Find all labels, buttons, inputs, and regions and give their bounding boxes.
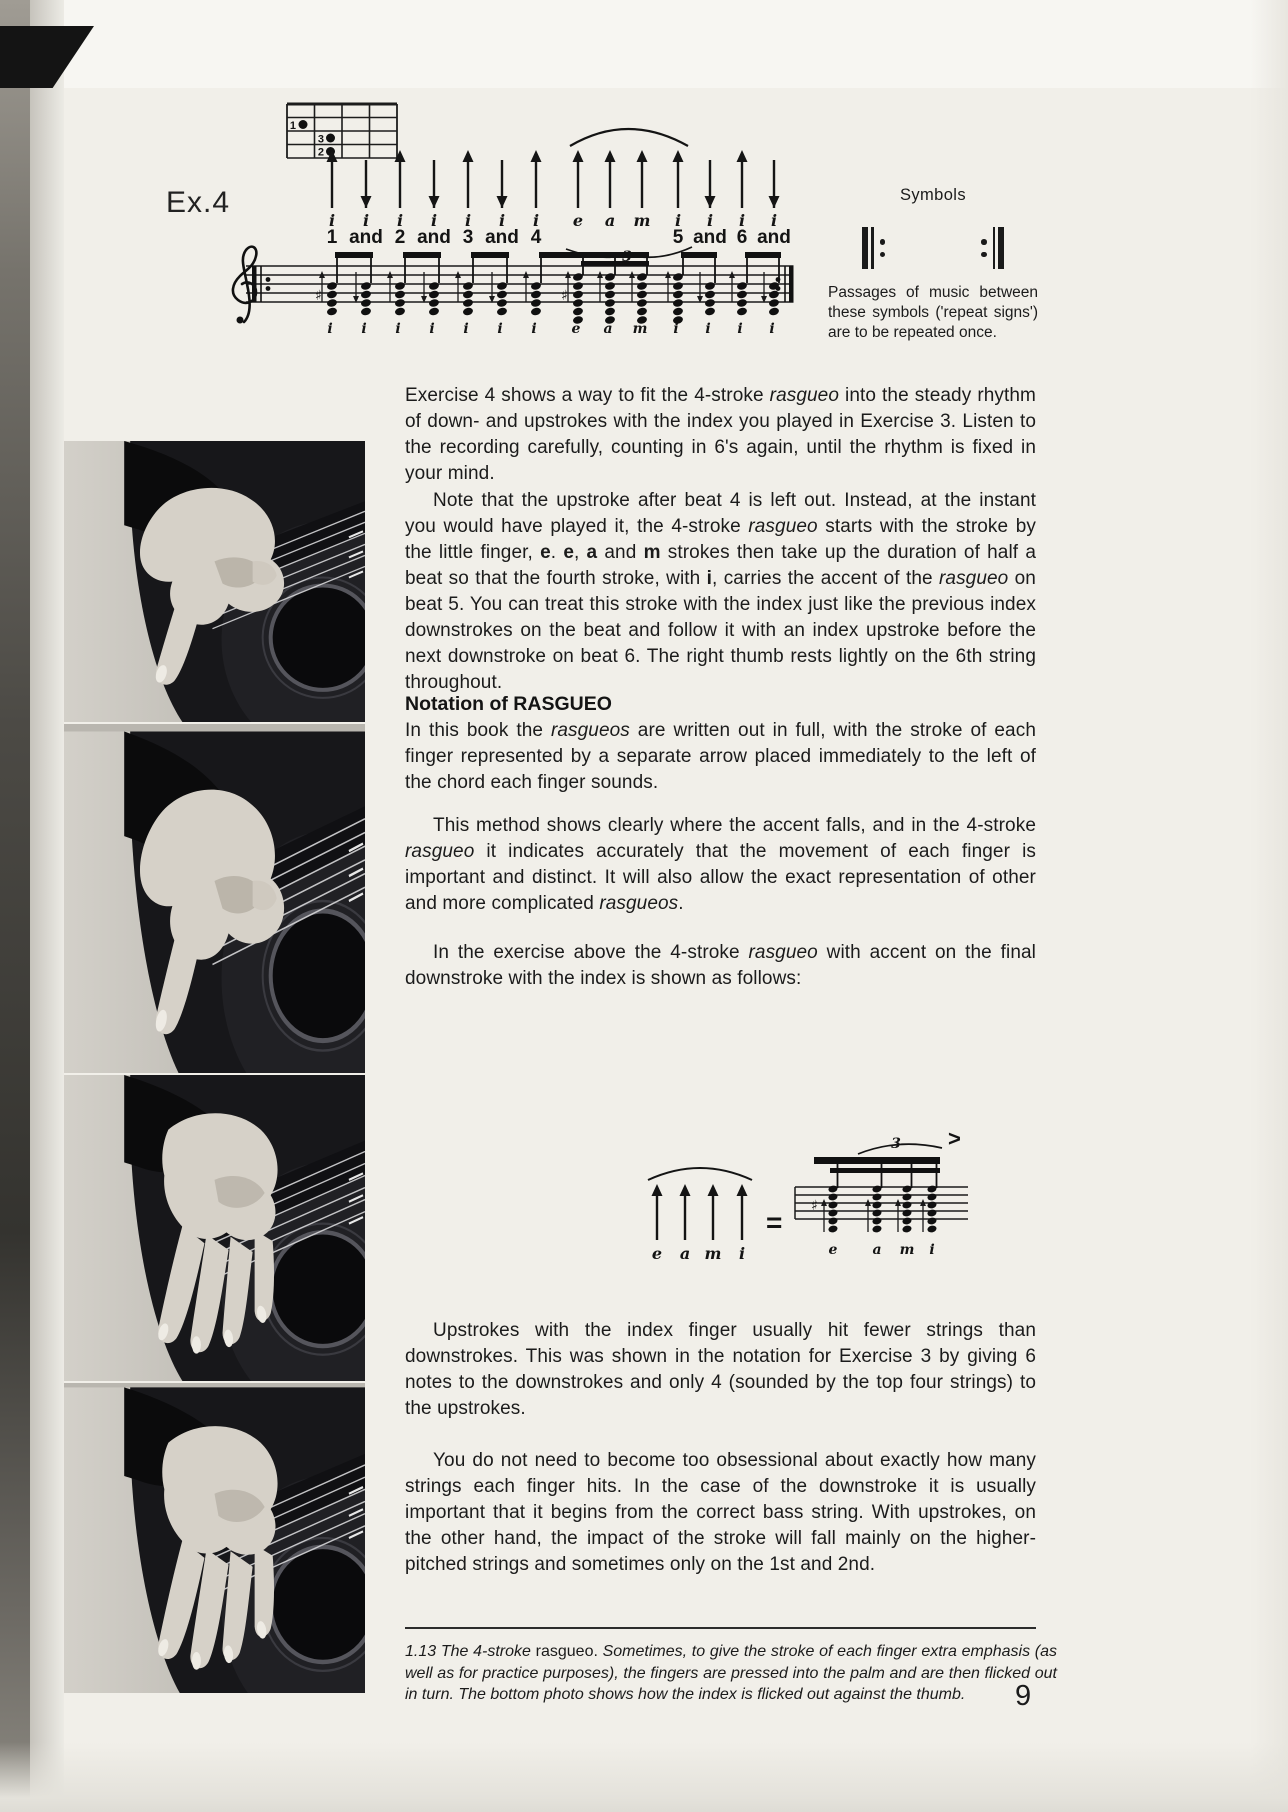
arrow-heads (652, 1184, 748, 1196)
note-head (636, 290, 647, 299)
stroke-label: i (362, 211, 370, 230)
note-head (672, 281, 683, 290)
stroke-label: i (532, 211, 540, 230)
note-head (902, 1201, 913, 1210)
note-head (636, 298, 647, 307)
symbols-box (828, 186, 1038, 343)
text-segment: on beat 5. You can treat this stroke with the index just like the previous index downstrokes on the beat and follow it with an index upstroke before the next downstroke on beat 6. The right thumb rests lightly on the 6th string throughout. (405, 568, 1036, 693)
stroke-label: i (328, 211, 336, 230)
guitar-photo-4-illustration (64, 1383, 365, 1693)
finger-label: i (929, 1242, 935, 1258)
note-head (604, 298, 615, 307)
stroke-label: a (604, 211, 616, 230)
note-head (736, 281, 747, 290)
beat-label: 6 (736, 227, 748, 248)
arrow-head (497, 196, 508, 208)
symbols-caption: Passages of music between these symbols ('repeat signs') are to be repeated once. (828, 284, 1038, 341)
arrow-head (361, 196, 372, 208)
clef-dot (237, 317, 244, 324)
note-head (572, 281, 583, 290)
beam (745, 252, 781, 258)
note-head (572, 298, 583, 307)
tuplet-number: 3 (891, 1136, 901, 1152)
paragraph-5 (405, 940, 1036, 992)
note-head (462, 298, 473, 307)
stroke-label: i (498, 211, 506, 230)
beat-label: 3 (462, 227, 474, 248)
finger-label: i (738, 1244, 746, 1263)
guitar-photo-4 (64, 1383, 365, 1693)
beat-label: and (349, 227, 383, 248)
figure-caption (405, 1641, 1057, 1706)
rasgueo-figure (620, 1128, 990, 1278)
note-head (704, 281, 715, 290)
stroke-label: i (770, 211, 778, 230)
text-segment: rasgueo (748, 942, 818, 963)
sharp-icon: ♯ (315, 288, 322, 304)
arrow-head (463, 150, 474, 162)
note-head (572, 272, 583, 281)
page-bottom-curl (0, 1742, 1288, 1812)
text-segment: rasgueo (938, 568, 1009, 589)
note-head (462, 281, 473, 290)
note-head (872, 1225, 883, 1234)
beat-label: 5 (672, 227, 684, 248)
note-head (326, 281, 337, 290)
finger-label: e (828, 1242, 838, 1258)
finger-label: m (632, 321, 648, 337)
note-head (496, 281, 507, 290)
text-segment: In this book the (405, 720, 551, 741)
note-head (462, 307, 473, 316)
text-segment: into the steady rhythm of down- and upstrokes with the index you played in Exercise 3. Listen to the recording carefully, counting in 6's again, until the rhythm is fixed in your mind. (405, 385, 1036, 484)
note-head (672, 307, 683, 316)
note-head (768, 307, 779, 316)
arrow-head (769, 196, 780, 208)
note-head (704, 290, 715, 299)
finger-label: m (704, 1244, 722, 1263)
note-head (604, 281, 615, 290)
note-head (927, 1225, 938, 1234)
beam (814, 1157, 940, 1164)
note-head (828, 1193, 839, 1202)
beat-label: 2 (394, 227, 406, 248)
text-segment: 1.13 The 4-stroke (405, 1643, 536, 1660)
note-head (828, 1209, 839, 1218)
note-head (496, 290, 507, 299)
note-head (428, 298, 439, 307)
finger-label: a (603, 321, 613, 337)
note-head (704, 298, 715, 307)
sharp-icon: ♯ (561, 288, 568, 304)
chord-diagram-icon (287, 104, 397, 158)
note-head (704, 307, 715, 316)
text-segment: e (540, 542, 551, 563)
text-segment: In the exercise above the 4-stroke (433, 942, 749, 963)
beam (681, 252, 717, 258)
note-head (927, 1201, 938, 1210)
note-head (428, 307, 439, 316)
accent-mark: > (948, 1128, 961, 1151)
note-head (872, 1209, 883, 1218)
note-head (604, 307, 615, 316)
note-head (530, 281, 541, 290)
slur-arc (648, 1168, 752, 1180)
finger-label: e (651, 1244, 663, 1263)
note-head (604, 290, 615, 299)
stroke-label: e (572, 211, 584, 230)
note-head (927, 1217, 938, 1226)
text-segment: You do not need to become too obsessional about exactly how many strings each finger hits. In the case of the downstroke it is usually important that it begins from the correct bass string. With upstrokes, on the other hand, the impact of the stroke will fall mainly on the higher-pitched strings and sometimes only on the 1st and 2nd. (405, 1450, 1036, 1575)
arrow-head (531, 150, 542, 162)
note-head (360, 307, 371, 316)
fingering-dot (299, 120, 308, 129)
exercise-label: Ex.4 (166, 186, 231, 219)
fingering-dot (326, 134, 335, 143)
exercise-notation (0, 0, 1288, 360)
note-head (326, 307, 337, 316)
text-segment: . (550, 542, 564, 563)
text-segment: it indicates accurately that the movement of each finger is important and distinct. It will also allow the exact representation of other and more complicated (405, 841, 1036, 914)
note-head (636, 307, 647, 316)
note-head (736, 307, 747, 316)
begin-repeat-icon (862, 227, 888, 269)
guitar-photo-3-illustration (64, 1075, 365, 1381)
arrow-head (429, 196, 440, 208)
paragraph-2 (405, 488, 1036, 696)
beat-label: and (693, 227, 727, 248)
beam (471, 252, 509, 258)
note-head (672, 272, 683, 281)
note-head (604, 272, 615, 281)
text-segment: strokes then take up the duration of half a beat so that the fourth stroke, with (405, 542, 1037, 589)
stroke-label: i (738, 211, 746, 230)
note-head (828, 1217, 839, 1226)
arrow-head (637, 150, 648, 162)
beat-label: and (417, 227, 451, 248)
note-head (462, 290, 473, 299)
text-segment: , carries the accent of the (712, 568, 939, 589)
symbols-title: Symbols (899, 186, 967, 204)
equals-sign: = (766, 1207, 783, 1238)
finger-number: 3 (317, 133, 324, 146)
slur-arc (570, 129, 688, 146)
note-head (428, 281, 439, 290)
text-segment: rasgueos (550, 720, 630, 741)
note-head (872, 1201, 883, 1210)
note-head (394, 307, 405, 316)
beam (403, 252, 441, 258)
note-head (394, 290, 405, 299)
note-head (927, 1193, 938, 1202)
guitar-photo-1-illustration (64, 441, 365, 722)
repeat-signs (828, 227, 1038, 269)
end-repeat-icon (978, 227, 1004, 269)
beam (539, 252, 649, 258)
arrow-head (673, 150, 684, 162)
note-head (768, 290, 779, 299)
up-arrow-icon (657, 1194, 742, 1240)
note-head (927, 1209, 938, 1218)
text-segment: a (586, 542, 598, 563)
stroke-label: i (430, 211, 438, 230)
text-segment: , (573, 542, 587, 563)
note-head (636, 272, 647, 281)
text-segment: e (563, 542, 574, 563)
text-segment: . (678, 893, 684, 914)
beat-label: 1 (326, 227, 338, 248)
note-head (496, 307, 507, 316)
text-segment: This method shows clearly where the accent falls, and in the 4-stroke (433, 815, 1036, 836)
note-head (572, 290, 583, 299)
finger-label: a (679, 1244, 691, 1263)
beat-label: and (757, 227, 791, 248)
note-head (530, 290, 541, 299)
note-head (672, 290, 683, 299)
note-head (360, 298, 371, 307)
guitar-photo-1 (64, 441, 365, 722)
note-head (902, 1217, 913, 1226)
arrow-head (605, 150, 616, 162)
beat-label: 4 (530, 227, 542, 248)
finger-number: 2 (317, 146, 324, 159)
guitar-photo-2-illustration (64, 724, 365, 1073)
note-head (736, 290, 747, 299)
finger-label: i (497, 321, 503, 337)
section-heading: Notation of RASGUEO (405, 693, 612, 715)
note-head (636, 281, 647, 290)
text-segment: rasgueo (769, 385, 840, 406)
caption-rule (405, 1627, 1036, 1629)
finger-label: i (673, 321, 679, 337)
finger-label: i (327, 321, 333, 337)
guitar-photo-3 (64, 1075, 365, 1381)
note-head (672, 298, 683, 307)
arrow-head (705, 196, 716, 208)
note-head (828, 1225, 839, 1234)
note-head (872, 1193, 883, 1202)
note-head (360, 281, 371, 290)
note-head (496, 298, 507, 307)
note-head (428, 290, 439, 299)
note-head (768, 298, 779, 307)
finger-label: i (429, 321, 435, 337)
note-head (902, 1225, 913, 1234)
text-segment: Exercise 4 shows a way to fit the 4-stroke (405, 385, 770, 406)
arrow-head (737, 150, 748, 162)
finger-label: i (737, 321, 743, 337)
finger-label: i (769, 321, 775, 337)
note-head (902, 1193, 913, 1202)
note-head (394, 298, 405, 307)
page-number: 9 (1015, 1680, 1032, 1712)
sharp-icon: ♯ (811, 1198, 818, 1214)
guitar-photo-2 (64, 724, 365, 1073)
text-segment: rasgueo. (535, 1643, 598, 1660)
arrow-head (573, 150, 584, 162)
text-segment: Note that the upstroke after beat 4 is left out. Instead, at the instant you would have played it, the 4-stroke (405, 490, 1036, 537)
finger-label: i (463, 321, 469, 337)
beat-label: and (485, 227, 519, 248)
note-head (902, 1209, 913, 1218)
note-head (360, 290, 371, 299)
note-head (530, 307, 541, 316)
stroke-label: m (633, 211, 651, 230)
paragraph-3 (405, 718, 1036, 796)
stroke-label: i (396, 211, 404, 230)
text-segment: with accent on the final downstroke with the index is shown as follows: (405, 942, 1036, 989)
text-segment: and (597, 542, 644, 563)
note-head (326, 290, 337, 299)
note-head (530, 298, 541, 307)
note-head (394, 281, 405, 290)
note-head (572, 307, 583, 316)
text-segment: rasgueo (748, 516, 818, 537)
finger-number: 1 (289, 120, 296, 132)
finger-label: m (899, 1242, 915, 1258)
finger-label: i (531, 321, 537, 337)
note-head (872, 1217, 883, 1226)
text-segment: Sometimes, to give the stroke of each finger extra emphasis (as well as for practice purposes), the fingers are pressed into the palm and are then flicked out in turn. The bottom photo shows how the index is flicked out against the thumb. (405, 1643, 1058, 1703)
stroke-label: i (674, 211, 682, 230)
finger-label: i (705, 321, 711, 337)
finger-label: i (361, 321, 367, 337)
note-head (326, 298, 337, 307)
stroke-label: i (464, 211, 472, 230)
text-segment: starts with the stroke by the little finger, (405, 516, 1036, 563)
stroke-label: i (706, 211, 714, 230)
staff-lines (795, 1187, 968, 1219)
finger-label: i (395, 321, 401, 337)
text-segment: rasgueos (599, 893, 679, 914)
note-head (736, 298, 747, 307)
finger-label: a (872, 1242, 882, 1258)
paragraph-7 (405, 1448, 1036, 1578)
paragraph-4 (405, 813, 1036, 917)
paragraph-1 (405, 383, 1036, 487)
text-segment: are written out in full, with the stroke of each finger represented by a separate arrow placed immediately to the left of the chord each finger sounds. (405, 720, 1036, 793)
text-segment: rasgueo (405, 841, 475, 862)
text-segment: Upstrokes with the index finger usually hit fewer strings than downstrokes. This was shown in the notation for Exercise 3 by giving 6 notes to the downstrokes and only 4 (sounded by the top four strings) to the upstrokes. (405, 1320, 1036, 1419)
text-segment: i (706, 568, 713, 589)
beam (830, 1168, 940, 1173)
paragraph-6 (405, 1318, 1036, 1422)
finger-label: e (571, 321, 581, 337)
beam (335, 252, 373, 258)
text-segment: m (643, 542, 661, 563)
note-head (828, 1201, 839, 1210)
